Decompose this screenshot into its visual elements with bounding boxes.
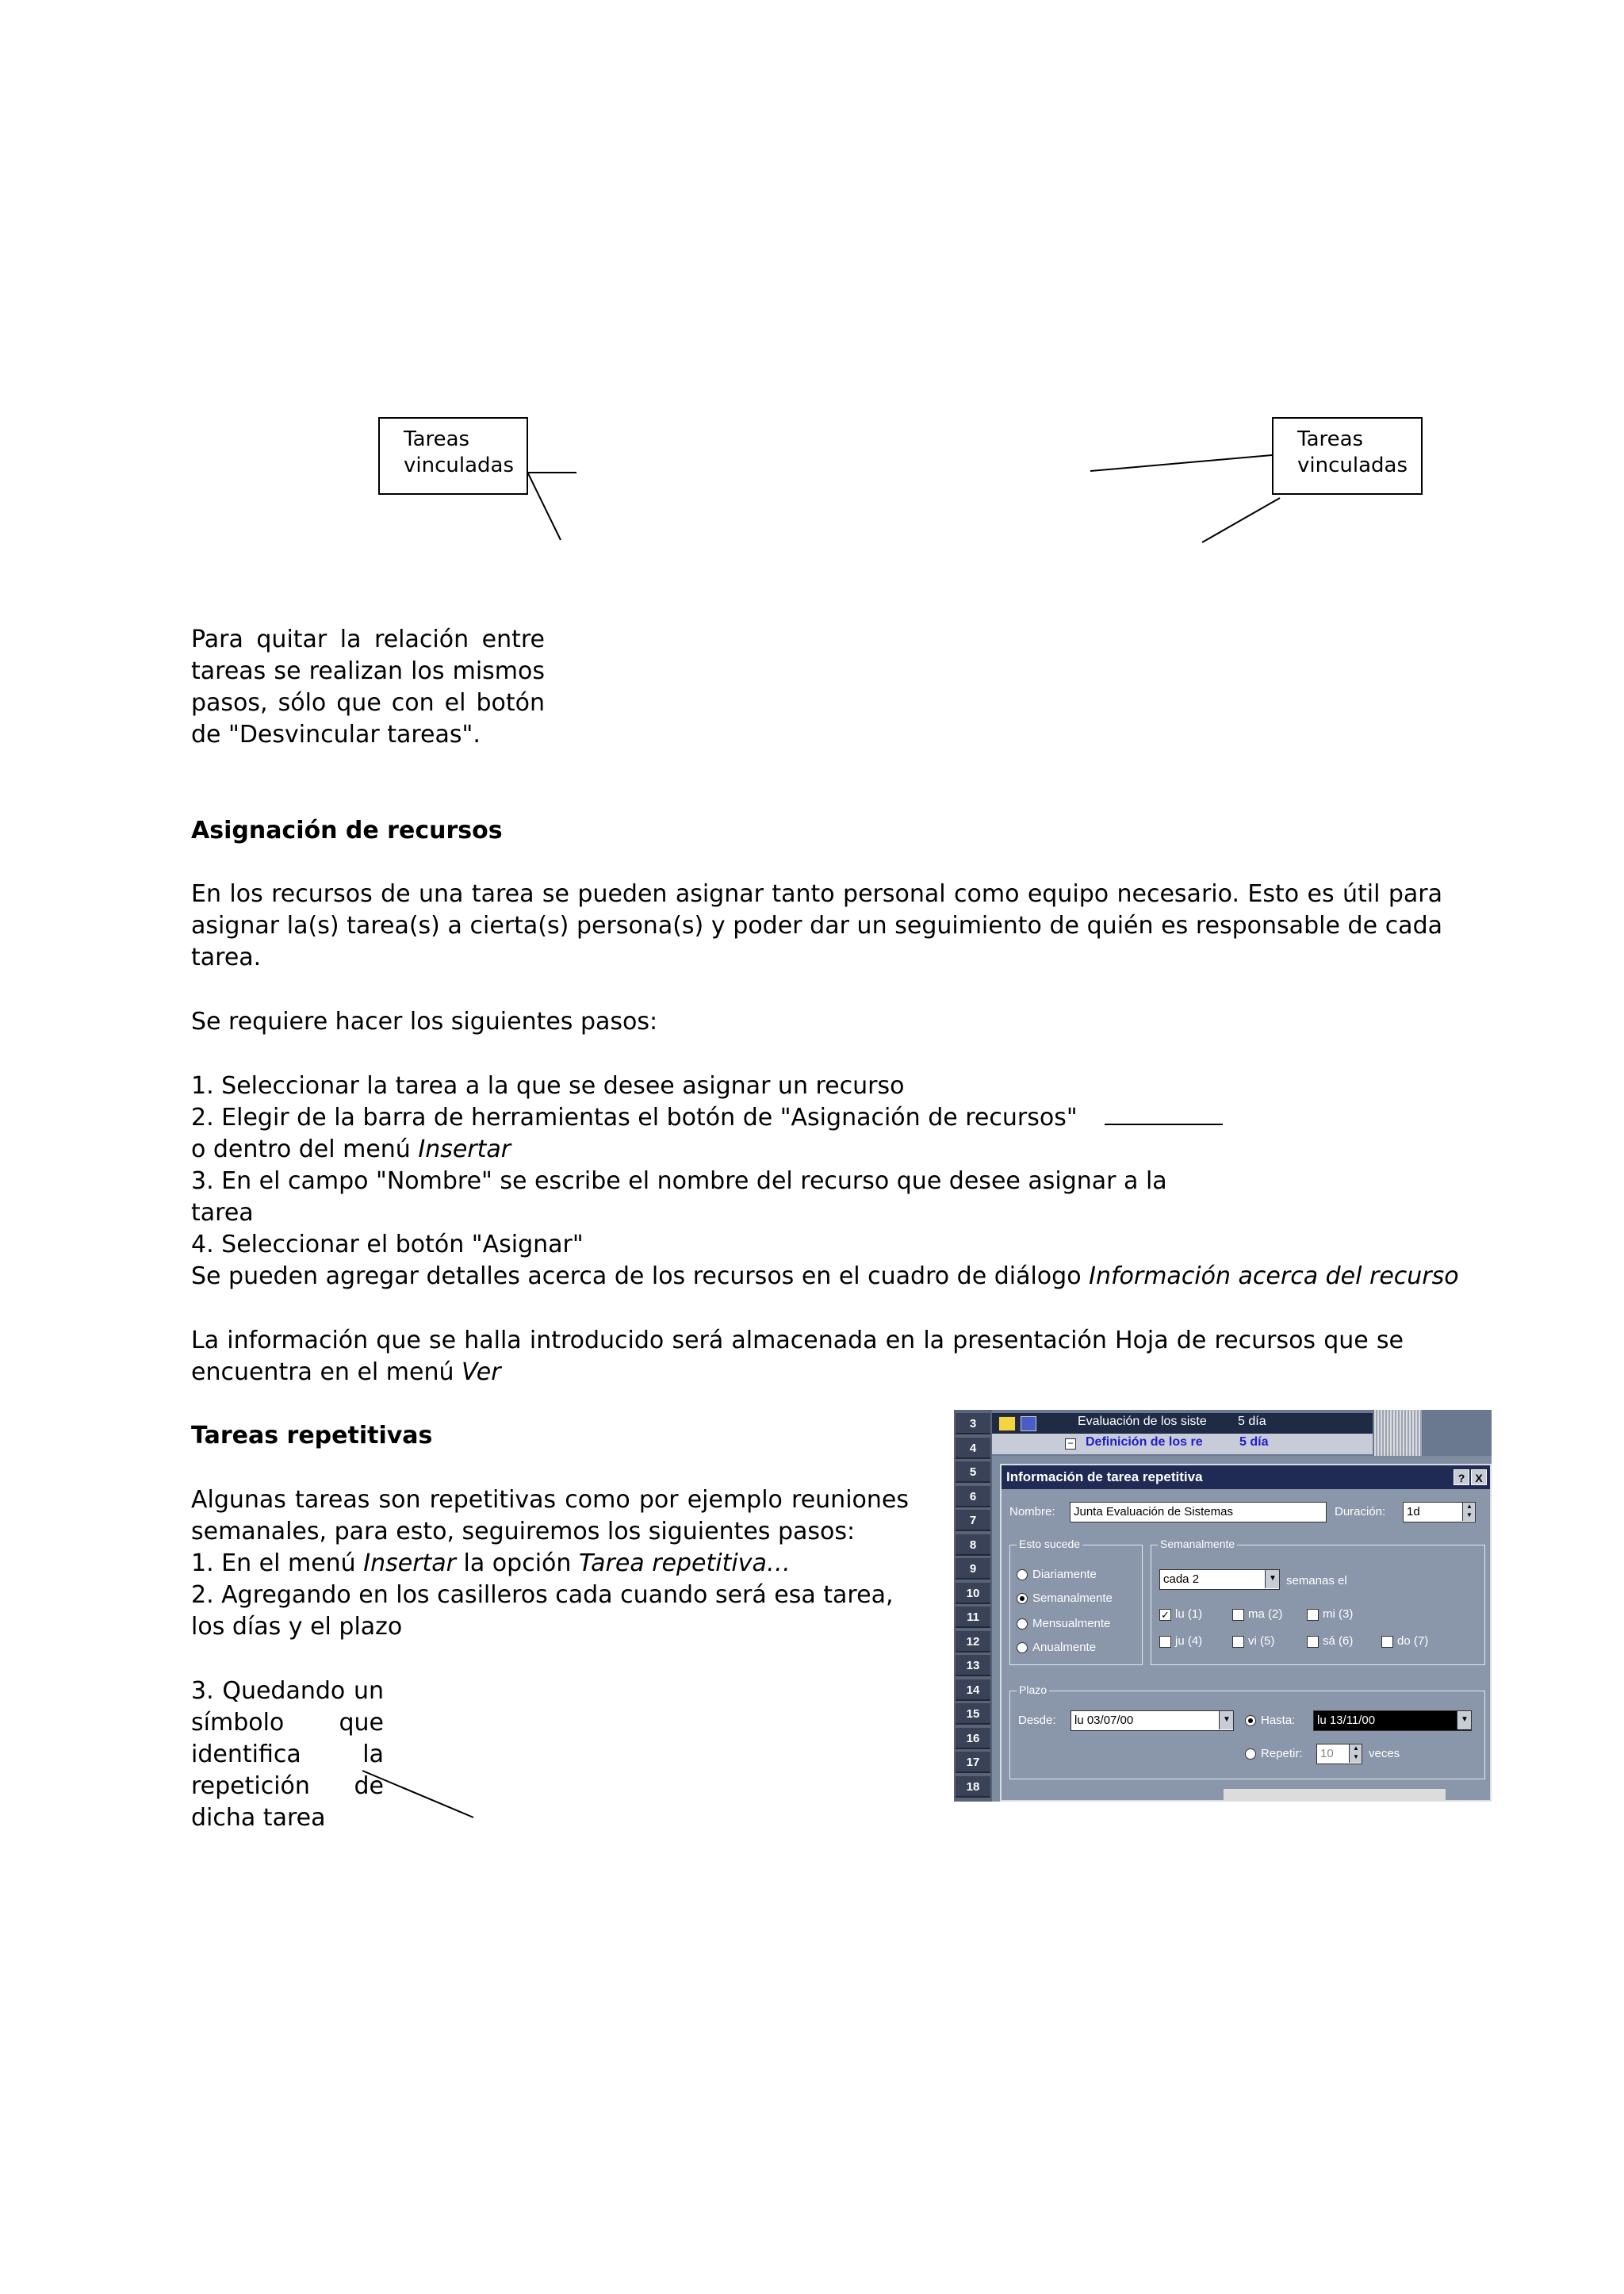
leader-line-right-top — [1090, 455, 1272, 471]
repetitivas-step-1 — [191, 1548, 791, 1580]
recursos-step-3-line2: tarea — [191, 1199, 254, 1227]
heading-asignacion-recursos: Asignación de recursos — [191, 817, 503, 844]
menu-insertar: Insertar — [418, 1136, 511, 1163]
checkbox-viernes[interactable] — [1232, 1636, 1244, 1648]
duration-input[interactable] — [1403, 1502, 1476, 1522]
row-number: 18 — [956, 1776, 990, 1798]
repetitivas-step-2: 2. Agregando en los casilleros cada cuando será esa tarea, los días y el plazo — [191, 1581, 894, 1641]
recursos-step-1: 1. Seleccionar la tarea a la que se desee asignar un recurso — [191, 1072, 905, 1100]
recursos-step-2-prefix: o dentro del menú — [191, 1136, 419, 1163]
radio-repetir[interactable] — [1245, 1748, 1256, 1760]
repeat-input[interactable] — [1316, 1744, 1362, 1764]
group-plazo — [1009, 1683, 1485, 1779]
radio-anualmente-label: Anualmente — [1032, 1641, 1097, 1654]
chevron-down-icon[interactable]: ▼ — [1265, 1569, 1280, 1588]
duration-value: 1d — [1407, 1505, 1420, 1518]
radio-mensualmente[interactable] — [1017, 1618, 1028, 1630]
task-row-1-duration: 5 día — [1238, 1415, 1266, 1428]
row-number: 16 — [956, 1728, 990, 1749]
task-row-1-name: Evaluación de los siste — [1078, 1415, 1207, 1428]
intro-paragraph: Para quitar la relación entre tareas se realizan los mismos pasos, sólo que con el botón de "Desvincular tareas". — [191, 626, 545, 749]
row-number: 13 — [956, 1655, 990, 1676]
paragraph-repetitivas: Algunas tareas son repetitivas como por ejemplo reuniones semanales, para esto, seguiremos los siguientes pasos: — [191, 1486, 909, 1545]
row-number: 3 — [956, 1413, 990, 1434]
recursos-step-4: 4. Seleccionar el botón "Asignar" — [191, 1231, 584, 1258]
radio-semanalmente[interactable] — [1017, 1593, 1028, 1604]
row-number: 5 — [956, 1461, 990, 1483]
checkbox-domingo[interactable] — [1381, 1636, 1393, 1648]
from-label: Desde: — [1018, 1714, 1056, 1727]
task-row-2-name: Definición de los re — [1086, 1435, 1203, 1449]
checkbox-lunes[interactable]: ✓ — [1159, 1609, 1171, 1621]
leader-line-right-bottom — [1202, 498, 1280, 542]
steps-intro: Se requiere hacer los siguientes pasos: — [191, 1008, 658, 1036]
table-icon — [998, 1416, 1016, 1431]
task-row-2-duration: 5 día — [1239, 1435, 1269, 1449]
group-semanalmente — [1151, 1538, 1485, 1665]
duration-label: Duración: — [1335, 1505, 1386, 1518]
recursos-details-prefix: Se pueden agregar detalles acerca de los recursos en el cuadro de diálogo — [191, 1262, 1090, 1290]
row-number: 11 — [956, 1607, 990, 1628]
name-label: Nombre: — [1009, 1505, 1055, 1518]
until-label: Hasta: — [1261, 1714, 1296, 1727]
repeat-value: 10 — [1320, 1747, 1334, 1760]
help-button[interactable]: ? — [1454, 1469, 1469, 1485]
repetitivas-step-3: 3. Quedando un símbolo que identifica la repetición de dicha tarea — [191, 1677, 384, 1832]
group-esto-sucede — [1009, 1538, 1143, 1665]
checkbox-miercoles-label: mi (3) — [1323, 1607, 1354, 1621]
checkbox-martes-label: ma (2) — [1248, 1607, 1283, 1621]
dialog-title: Información de tarea repetitiva — [1002, 1465, 1490, 1489]
note-icon — [1021, 1416, 1036, 1431]
group-plazo-title: Plazo — [1017, 1683, 1049, 1696]
repetitivas-menu-insertar: Insertar — [363, 1549, 457, 1577]
row-number: 8 — [956, 1534, 990, 1556]
gantt-stripe — [1374, 1410, 1422, 1456]
row-number: 15 — [956, 1703, 990, 1725]
row-number: 4 — [956, 1438, 990, 1459]
row-number: 6 — [956, 1486, 990, 1507]
from-select[interactable] — [1071, 1710, 1234, 1731]
recursos-details — [191, 1261, 1459, 1293]
repeat-label: Repetir: — [1261, 1747, 1303, 1760]
dialog-informacion-recurso: Información acerca del recurso — [1089, 1262, 1459, 1290]
menu-ver: Ver — [462, 1358, 501, 1386]
until-select[interactable] — [1313, 1710, 1472, 1731]
row-number: 17 — [956, 1752, 990, 1773]
from-value: lu 03/07/00 — [1074, 1714, 1134, 1727]
collapse-icon[interactable]: − — [1065, 1438, 1076, 1450]
every-value: cada 2 — [1163, 1572, 1200, 1586]
weeks-label: semanas el — [1286, 1574, 1347, 1587]
name-input[interactable]: Junta Evaluación de Sistemas — [1070, 1502, 1327, 1522]
row-number-column — [954, 1410, 992, 1802]
repetitivas-step-1-mid: la opción — [456, 1549, 579, 1577]
checkbox-lunes-label: lu (1) — [1175, 1607, 1203, 1621]
paragraph-storage — [191, 1325, 1404, 1388]
storage-text: La información que se halla introducido será almacenada en la presentación Hoja de recursos que se encuentra en el menú — [191, 1327, 1404, 1386]
recursos-step-2-cont — [191, 1134, 511, 1166]
leader-line-left-diagonal — [528, 473, 561, 540]
radio-diariamente[interactable] — [1017, 1569, 1028, 1580]
dialog-tarea-repetitiva — [1000, 1464, 1492, 1802]
times-label: veces — [1369, 1747, 1400, 1760]
row-number: 10 — [956, 1583, 990, 1604]
chevron-down-icon[interactable]: ▼ — [1457, 1710, 1472, 1729]
callout-tareas-vinculadas-left: Tareas vinculadas — [378, 417, 528, 495]
close-button[interactable]: X — [1471, 1469, 1487, 1485]
until-value: lu 13/11/00 — [1317, 1714, 1376, 1727]
screenshot-tarea-repetitiva — [954, 1410, 1492, 1802]
duration-spinner[interactable]: ▲ ▼ — [1462, 1502, 1476, 1521]
chevron-down-icon[interactable]: ▼ — [1219, 1710, 1234, 1729]
checkbox-jueves-label: ju (4) — [1175, 1634, 1203, 1648]
row-number: 14 — [956, 1679, 990, 1701]
radio-diariamente-label: Diariamente — [1032, 1568, 1097, 1581]
radio-hasta[interactable] — [1245, 1715, 1256, 1726]
repetitivas-step-1-prefix: 1. En el menú — [191, 1549, 364, 1577]
group-esto-sucede-title: Esto sucede — [1017, 1538, 1082, 1550]
heading-tareas-repetitivas: Tareas repetitivas — [191, 1422, 433, 1450]
radio-anualmente[interactable] — [1017, 1642, 1028, 1653]
callout-tareas-vinculadas-right: Tareas vinculadas — [1272, 417, 1423, 495]
recursos-step-2: 2. Elegir de la barra de herramientas el botón de "Asignación de recursos" — [191, 1104, 1078, 1132]
recursos-step-3-line1: 3. En el campo "Nombre" se escribe el nombre del recurso que desee asignar a la — [191, 1167, 1167, 1195]
checkbox-martes[interactable] — [1232, 1609, 1244, 1621]
row-number: 12 — [956, 1631, 990, 1653]
checkbox-domingo-label: do (7) — [1397, 1634, 1429, 1648]
repeat-spinner[interactable]: ▲ ▼ — [1349, 1744, 1362, 1763]
radio-mensualmente-label: Mensualmente — [1032, 1617, 1111, 1630]
checkbox-jueves[interactable] — [1159, 1636, 1171, 1648]
checkbox-viernes-label: vi (5) — [1248, 1634, 1275, 1648]
group-semanalmente-title: Semanalmente — [1158, 1538, 1237, 1550]
option-tarea-repetitiva: Tarea repetitiva… — [578, 1549, 791, 1577]
row-number: 9 — [956, 1558, 990, 1580]
row-number: 7 — [956, 1510, 990, 1531]
checkbox-sabado[interactable] — [1307, 1636, 1319, 1648]
checkbox-miercoles[interactable] — [1307, 1609, 1319, 1621]
dialog-buttons-edge — [1224, 1789, 1446, 1802]
radio-semanalmente-label: Semanalmente — [1032, 1591, 1113, 1605]
every-select[interactable] — [1159, 1569, 1280, 1590]
paragraph-recursos: En los recursos de una tarea se pueden asignar tanto personal como equipo necesario. Esto es útil para asignar la(s) tarea(s) a cierta(s) persona(s) y poder dar un seguimiento de quién es responsable de cada tarea. — [191, 880, 1442, 971]
checkbox-sabado-label: sá (6) — [1323, 1634, 1354, 1648]
